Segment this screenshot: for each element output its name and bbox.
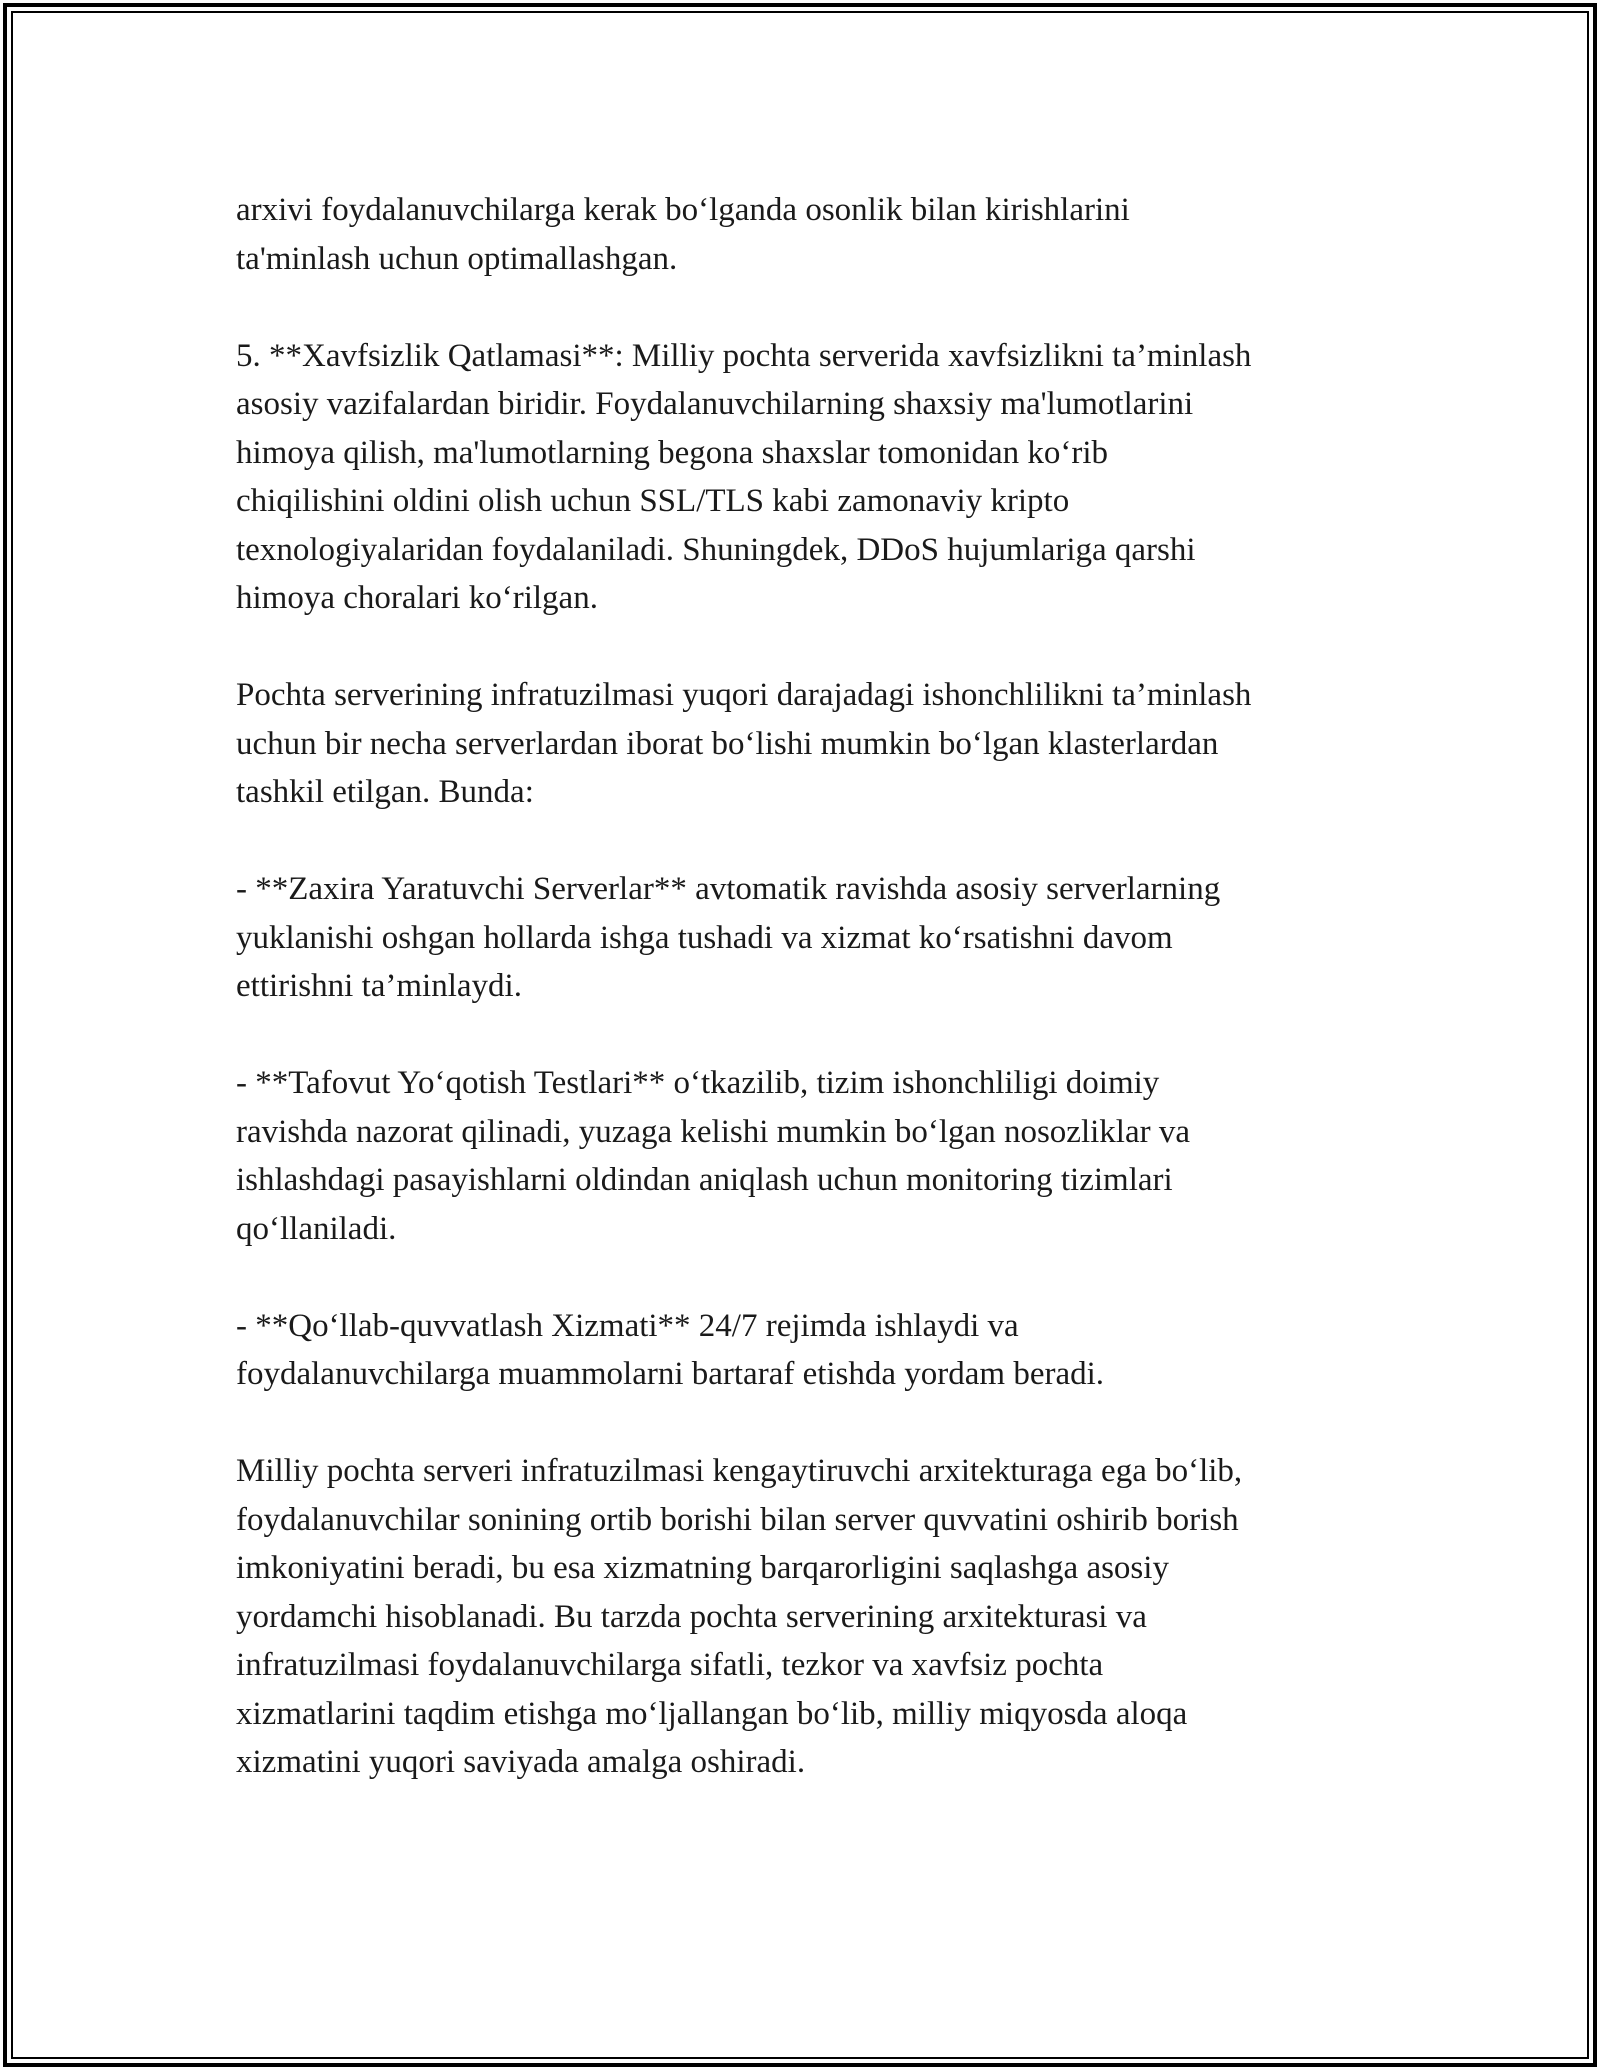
- list-item-failover-tests: - **Tafovut Yo‘qotish Testlari** o‘tkazilib, tizim ishonchliligi doimiy ravishda nazorat qilinadi, yuzaga kelishi mumkin bo‘lgan nosozliklar va ishlashdagi pasayishlarni oldindan aniqlash uchun monitoring tizimlari qo‘llaniladi.: [236, 1065, 1190, 1247]
- list-item-backup-servers: - **Zaxira Yaratuvchi Serverlar** avtomatik ravishda asosiy serverlarning yuklanishi oshgan hollarda ishga tushadi va xizmat ko‘rsatishni davom ettirishni ta’minlaydi.: [236, 871, 1221, 1004]
- paragraph-security-layer: 5. **Xavfsizlik Qatlamasi**: Milliy pochta serverida xavfsizlikni ta’minlash asosiy vazifalardan biridir. Foydalanuvchilarning shaxsiy ma'lumotlarini himoya qilish, ma'lumotlarning begona shaxslar tomonidan ko‘rib chiqilishini oldini olish uchun SSL/TLS kabi zamonaviy kripto texnologiyalaridan foydalaniladi. Shuningdek, DDoS hujumlariga qarshi himoya choralari ko‘rilgan.: [236, 337, 1252, 616]
- paragraph-conclusion: Milliy pochta serveri infratuzilmasi kengaytiruvchi arxitekturaga ega bo‘lib, foydalanuvchilar sonining ortib borishi bilan server quvvatini oshirib borish imkoniyatini beradi, bu esa xizmatning barqarorligini saqlashga asosiy yordamchi hisoblanadi. Bu tarzda pochta serverining arxitekturasi va infratuzilmasi foydalanuvchilarga sifatli, tezkor va xavfsiz pochta xizmatlarini taqdim etishga mo‘ljallangan bo‘lib, milliy miqyosda aloqa xizmatini yuqori saviyada amalga oshiradi.: [236, 1453, 1243, 1780]
- document-body: [236, 186, 1376, 1787]
- paragraph-archive-access: arxivi foydalanuvchilarga kerak bo‘lganda osonlik bilan kirishlarini ta'minlash uchun optimallashgan.: [236, 192, 1130, 277]
- paragraph-infrastructure: Pochta serverining infratuzilmasi yuqori darajadagi ishonchlilikni ta’minlash uchun bir necha serverlardan iborat bo‘lishi mumkin bo‘lgan klasterlardan tashkil etilgan. Bunda:: [236, 677, 1252, 810]
- list-item-support-service: - **Qo‘llab-quvvatlash Xizmati** 24/7 rejimda ishlaydi va foydalanuvchilarga muammolarni bartaraf etishda yordam beradi.: [236, 1307, 1105, 1392]
